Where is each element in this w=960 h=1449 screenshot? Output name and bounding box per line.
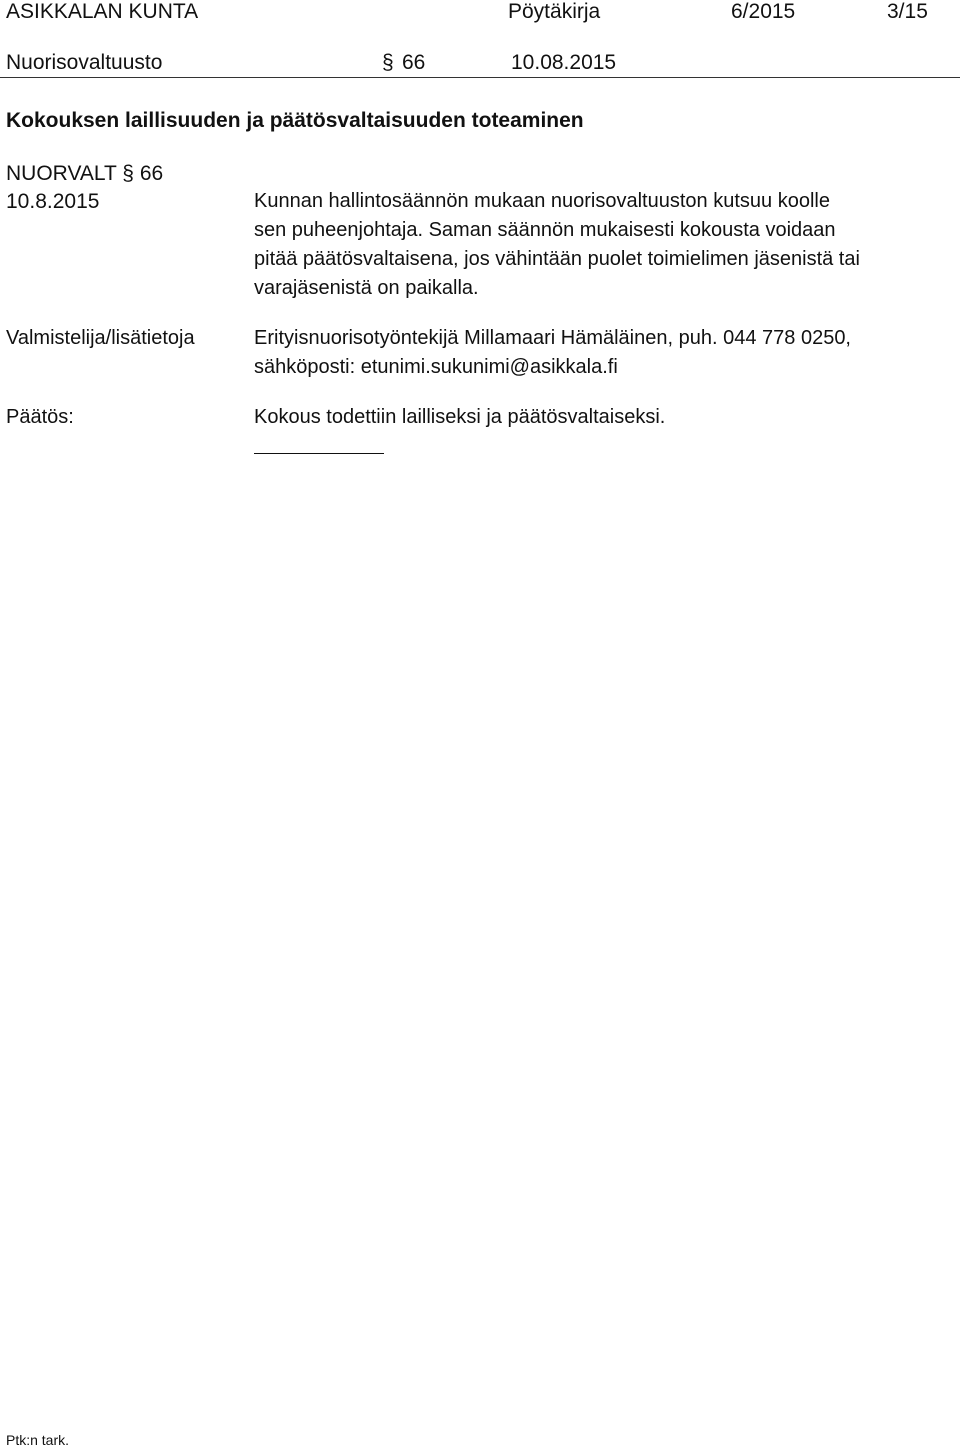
organization-name: ASIKKALAN KUNTA [6,0,199,23]
paragraph-line: varajäsenistä on paikalla. [254,277,479,299]
meeting-date: 10.08.2015 [511,51,617,74]
preparer-line: sähköposti: etunimi.sukunimi@asikkala.fi [254,356,618,378]
case-id: NUORVALT § 66 [6,162,164,185]
paragraph-line: sen puheenjohtaja. Saman säännön mukaisesti kokousta voidaan [254,219,836,241]
preparer-contact [254,324,960,382]
section-title: Kokouksen laillisuuden ja päätösvaltaisuuden toteaminen [6,109,584,132]
paragraph-line: pitää päätösvaltaisena, jos vähintään puolet toimielimen jäsenistä tai [254,248,860,270]
preparer-label: Valmistelija/lisätietoja [6,327,195,349]
header-divider [0,77,960,78]
signature-line [254,453,384,454]
document-type: Pöytäkirja [508,0,601,23]
decision-label: Päätös: [6,406,74,428]
case-date: 10.8.2015 [6,190,100,213]
document-number: 6/2015 [731,0,796,23]
preparer-line: Erityisnuorisotyöntekijä Millamaari Hämäläinen, puh. 044 778 0250, [254,327,851,349]
section-number: 66 [402,51,426,74]
page-number: 3/15 [887,0,928,23]
section-mark: § [382,51,394,74]
footer-note: Ptk:n tark. [6,1432,70,1448]
body-name: Nuorisovaltuusto [6,51,163,74]
paragraph-line: Kunnan hallintosäännön mukaan nuorisovaltuuston kutsuu koolle [254,190,830,212]
decision-text: Kokous todettiin lailliseksi ja päätösvaltaiseksi. [254,406,666,428]
main-paragraph [254,187,960,303]
